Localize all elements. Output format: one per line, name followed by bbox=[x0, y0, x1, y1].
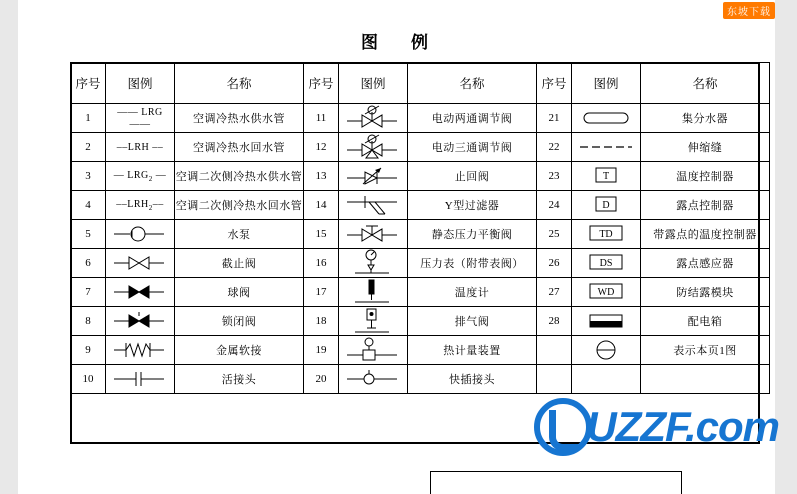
row-number-cell: 7 bbox=[71, 278, 106, 307]
name-cell: 电动三通调节阀 bbox=[408, 133, 537, 162]
symbol-graphic bbox=[339, 278, 407, 306]
symbol-graphic bbox=[572, 336, 640, 364]
symbol-graphic bbox=[106, 220, 174, 248]
symbol-text: ––LRH –– bbox=[116, 142, 164, 153]
row-number-cell: 24 bbox=[537, 191, 572, 220]
symbol-cell bbox=[339, 307, 408, 336]
symbol-graphic bbox=[572, 307, 640, 335]
name-cell: 温度控制器 bbox=[641, 162, 770, 191]
row-number-cell: 9 bbox=[71, 336, 106, 365]
symbol-graphic bbox=[339, 336, 407, 364]
header-row bbox=[71, 63, 770, 104]
row-number-cell: 23 bbox=[537, 162, 572, 191]
name-cell: 截止阀 bbox=[175, 249, 304, 278]
symbol-cell bbox=[572, 191, 641, 220]
table-row bbox=[71, 278, 770, 307]
name-cell: 金属软接 bbox=[175, 336, 304, 365]
table-row bbox=[71, 104, 770, 133]
row-number-cell: 26 bbox=[537, 249, 572, 278]
symbol-cell bbox=[339, 249, 408, 278]
symbol-graphic bbox=[106, 278, 174, 306]
symbol-cell bbox=[572, 249, 641, 278]
table-header bbox=[71, 63, 770, 104]
symbol-cell bbox=[106, 162, 175, 191]
table-row bbox=[71, 133, 770, 162]
header-name-1: 名称 bbox=[175, 63, 304, 104]
symbol-cell bbox=[572, 133, 641, 162]
symbol-graphic bbox=[106, 365, 174, 393]
name-cell: 带露点的温度控制器 bbox=[641, 220, 770, 249]
name-cell: 集分水器 bbox=[641, 104, 770, 133]
symbol-graphic bbox=[572, 220, 640, 248]
symbol-cell bbox=[106, 278, 175, 307]
symbol-graphic bbox=[339, 249, 407, 277]
symbol-cell bbox=[339, 104, 408, 133]
right-margin bbox=[775, 0, 797, 494]
table-row bbox=[71, 220, 770, 249]
name-cell: 空调冷热水供水管 bbox=[175, 104, 304, 133]
symbol-cell bbox=[572, 307, 641, 336]
symbol-cell bbox=[106, 104, 175, 133]
name-cell: 锁闭阀 bbox=[175, 307, 304, 336]
row-number-cell: 22 bbox=[537, 133, 572, 162]
symbol-cell bbox=[339, 133, 408, 162]
name-cell: 露点感应器 bbox=[641, 249, 770, 278]
symbol-cell bbox=[572, 220, 641, 249]
row-number-cell: 10 bbox=[71, 365, 106, 394]
symbol-graphic bbox=[339, 307, 407, 335]
row-number-cell: 13 bbox=[304, 162, 339, 191]
table-row bbox=[71, 365, 770, 394]
name-cell: 温度计 bbox=[408, 278, 537, 307]
name-cell: 伸缩缝 bbox=[641, 133, 770, 162]
row-number-cell: 27 bbox=[537, 278, 572, 307]
table-row bbox=[71, 249, 770, 278]
symbol-graphic bbox=[572, 133, 640, 161]
symbol-cell bbox=[572, 336, 641, 365]
svg-text:WD: WD bbox=[597, 287, 615, 298]
symbol-cell bbox=[106, 336, 175, 365]
row-number-cell: 12 bbox=[304, 133, 339, 162]
row-number-cell: 14 bbox=[304, 191, 339, 220]
table-row bbox=[71, 191, 770, 220]
row-number-cell: 25 bbox=[537, 220, 572, 249]
row-number-cell: 15 bbox=[304, 220, 339, 249]
row-number-cell: 18 bbox=[304, 307, 339, 336]
header-no-2: 序号 bbox=[304, 63, 339, 104]
name-cell: 防结露模块 bbox=[641, 278, 770, 307]
symbol-graphic bbox=[339, 104, 407, 132]
symbol-cell bbox=[572, 278, 641, 307]
symbol-graphic bbox=[339, 365, 407, 393]
row-number-cell bbox=[537, 336, 572, 365]
header-sym-2: 图例 bbox=[339, 63, 408, 104]
watermark-badge: 东坡下载 bbox=[723, 2, 775, 19]
name-cell: 水泵 bbox=[175, 220, 304, 249]
symbol-cell bbox=[106, 191, 175, 220]
left-margin bbox=[0, 0, 18, 494]
name-cell: 露点控制器 bbox=[641, 191, 770, 220]
row-number-cell: 21 bbox=[537, 104, 572, 133]
name-cell: 活接头 bbox=[175, 365, 304, 394]
symbol-cell bbox=[339, 278, 408, 307]
row-number-cell: 3 bbox=[71, 162, 106, 191]
name-cell: 表示本页1图 bbox=[641, 336, 770, 365]
name-cell: 空调冷热水回水管 bbox=[175, 133, 304, 162]
row-number-cell: 1 bbox=[71, 104, 106, 133]
name-cell: 快插接头 bbox=[408, 365, 537, 394]
symbol-cell bbox=[339, 191, 408, 220]
table-body bbox=[71, 104, 770, 394]
symbol-cell bbox=[339, 162, 408, 191]
name-cell: 空调二次侧冷热水供水管 bbox=[175, 162, 304, 191]
symbol-cell bbox=[339, 220, 408, 249]
symbol-text: — $LRG_2$ — bbox=[113, 170, 167, 183]
symbol-cell bbox=[106, 365, 175, 394]
page-title: 图 例 bbox=[361, 33, 436, 52]
row-number-cell: 11 bbox=[304, 104, 339, 133]
row-number-cell: 5 bbox=[71, 220, 106, 249]
row-number-cell: 8 bbox=[71, 307, 106, 336]
symbol-graphic bbox=[106, 249, 174, 277]
symbol-graphic bbox=[572, 191, 640, 219]
watermark bbox=[534, 396, 779, 458]
svg-text:TD: TD bbox=[599, 229, 613, 240]
symbol-cell bbox=[572, 365, 641, 394]
row-number-cell: 17 bbox=[304, 278, 339, 307]
name-cell bbox=[641, 365, 770, 394]
symbol-cell bbox=[106, 307, 175, 336]
row-number-cell: 16 bbox=[304, 249, 339, 278]
bottom-title-block bbox=[430, 471, 682, 494]
name-cell: 压力表（附带表阀） bbox=[408, 249, 537, 278]
header-sym-3: 图例 bbox=[572, 63, 641, 104]
symbol-graphic bbox=[339, 162, 407, 190]
name-cell: 空调二次侧冷热水回水管 bbox=[175, 191, 304, 220]
symbol-graphic bbox=[339, 220, 407, 248]
svg-text:D: D bbox=[602, 200, 610, 211]
row-number-cell: 4 bbox=[71, 191, 106, 220]
symbol-graphic bbox=[106, 307, 174, 335]
header-no-1: 序号 bbox=[71, 63, 106, 104]
symbol-graphic bbox=[339, 133, 407, 161]
name-cell: 止回阀 bbox=[408, 162, 537, 191]
symbol-cell bbox=[106, 220, 175, 249]
row-number-cell: 6 bbox=[71, 249, 106, 278]
row-number-cell: 28 bbox=[537, 307, 572, 336]
symbol-graphic bbox=[572, 162, 640, 190]
svg-text:T: T bbox=[602, 171, 610, 182]
table-row bbox=[71, 336, 770, 365]
table-row bbox=[71, 162, 770, 191]
legend-table bbox=[70, 62, 770, 394]
row-number-cell: 19 bbox=[304, 336, 339, 365]
name-cell: Y型过滤器 bbox=[408, 191, 537, 220]
row-number-cell: 20 bbox=[304, 365, 339, 394]
header-no-3: 序号 bbox=[537, 63, 572, 104]
symbol-graphic bbox=[572, 278, 640, 306]
symbol-graphic bbox=[572, 104, 640, 132]
symbol-text: $--LRH_2--$ bbox=[116, 199, 164, 212]
name-cell: 配电箱 bbox=[641, 307, 770, 336]
svg-text:DS: DS bbox=[599, 258, 613, 269]
symbol-graphic bbox=[106, 336, 174, 364]
symbol-cell bbox=[339, 336, 408, 365]
symbol-cell bbox=[339, 365, 408, 394]
symbol-cell bbox=[572, 162, 641, 191]
row-number-cell bbox=[537, 365, 572, 394]
header-name-2: 名称 bbox=[408, 63, 537, 104]
name-cell: 热计量装置 bbox=[408, 336, 537, 365]
symbol-graphic bbox=[572, 249, 640, 277]
symbol-graphic bbox=[339, 191, 407, 219]
name-cell: 球阀 bbox=[175, 278, 304, 307]
name-cell: 静态压力平衡阀 bbox=[408, 220, 537, 249]
table-row bbox=[71, 307, 770, 336]
row-number-cell: 2 bbox=[71, 133, 106, 162]
watermark-text: UZZF.com bbox=[586, 403, 779, 450]
symbol-cell bbox=[106, 249, 175, 278]
header-sym-1: 图例 bbox=[106, 63, 175, 104]
uzzf-logo-icon bbox=[534, 398, 592, 456]
symbol-cell bbox=[572, 104, 641, 133]
symbol-cell bbox=[106, 133, 175, 162]
name-cell: 电动两通调节阀 bbox=[408, 104, 537, 133]
header-name-3: 名称 bbox=[641, 63, 770, 104]
symbol-text: —— LRG —— bbox=[117, 107, 163, 130]
name-cell: 排气阀 bbox=[408, 307, 537, 336]
